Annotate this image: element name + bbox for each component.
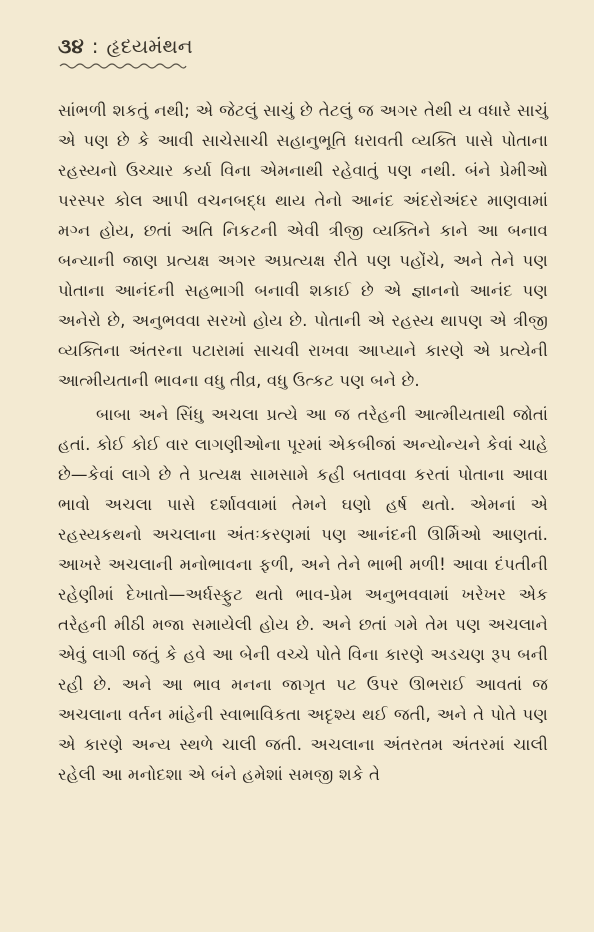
header-separator: : bbox=[91, 34, 99, 58]
book-title: હૃદયમંથન bbox=[106, 34, 193, 58]
wavy-underline-ornament bbox=[58, 62, 188, 70]
page-number: ૩૪ bbox=[58, 34, 84, 58]
running-head bbox=[58, 34, 548, 58]
paragraph-2: બાબા અને સિંધુ અચલા પ્રત્યે આ જ તરેહની આત્મીયતાથી જોતાં હતાં. કોઈ કોઈ વાર લાગણીઓના પૂરમાં એકબીજાં અન્યોન્યને કેવાં ચાહે છે—કેવાં લાગે છે તે પ્રત્યક્ષ સામસામે કહી બતાવવા કરતાં પોતાના આવા ભાવો અચલા પાસે દર્શાવવામાં તેમને ઘણો હર્ષ થતો. એમનાં એ રહસ્યકથનો અચલાના અંતઃકરણમાં પણ આનંદની ઊર્મિઓ આણતાં. આખરે અચલાની મનોભાવના ફળી, અને તેને ભાભી મળી! આવા દંપતીની રહેણીમાં દેખાતો—અર્ધસ્ફુટ થતો ભાવ-પ્રેમ અનુભવવામાં ખરેખર એક તરેહની મીઠી મજા સમાયેલી હોય છે. અને છતાં ગમે તેમ પણ અચલાને એવું લાગી જતું કે હવે આ બેની વચ્ચે પોતે વિના કારણે અડચણ રૂપ બની રહી છે. અને આ ભાવ મનના જાગૃત પટ ઉપર ઊભરાઈ આવતાં જ અચલાના વર્તન માંહેની સ્વાભાવિકતા અદૃશ્ય થઈ જતી, અને તે પોતે પણ એ કારણે અન્ય સ્થળે ચાલી જતી. અચલાના અંતરતમ અંતરમાં ચાલી રહેલી આ મનોદશા એ બંને હમેશાં સમજી શકે તે bbox=[58, 405, 548, 784]
paragraph-1: સાંભળી શકતું નથી; એ જેટલું સાચું છે તેટલું જ અગર તેથી ય વધારે સાચું એ પણ છે કે આવી સાચેસાચી સહાનુભૂતિ ધરાવતી વ્યક્તિ પાસે પોતાના રહસ્યનો ઉચ્ચાર કર્યા વિના એમનાથી રહેવાતું પણ નથી. બંને પ્રેમીઓ પરસ્પર કોલ આપી વચનબદ્ધ થાય તેનો આનંદ અંદરોઅંદર માણવામાં મગ્ન હોય, છતાં અતિ નિકટની એવી ત્રીજી વ્યક્તિને કાને આ બનાવ બન્યાની જાણ પ્રત્યક્ષ અગર અપ્રત્યક્ષ રીતે પણ પહોંચે, અને તેને પણ પોતાના આનંદની સહભાગી બનાવી શકાઈ છે એ જ્ઞાનનો આનંદ પણ અનેરો છે, અનુભવવા સરખો હોય છે. પોતાની એ રહસ્ય થાપણ એ ત્રીજી વ્યક્તિના અંતરના પટારામાં સાચવી રાખવા આપ્યાને કારણે એ પ્રત્યેની આત્મીયતાની ભાવના વધુ તીવ્ર, વધુ ઉત્કટ પણ બને છે. bbox=[58, 101, 548, 390]
